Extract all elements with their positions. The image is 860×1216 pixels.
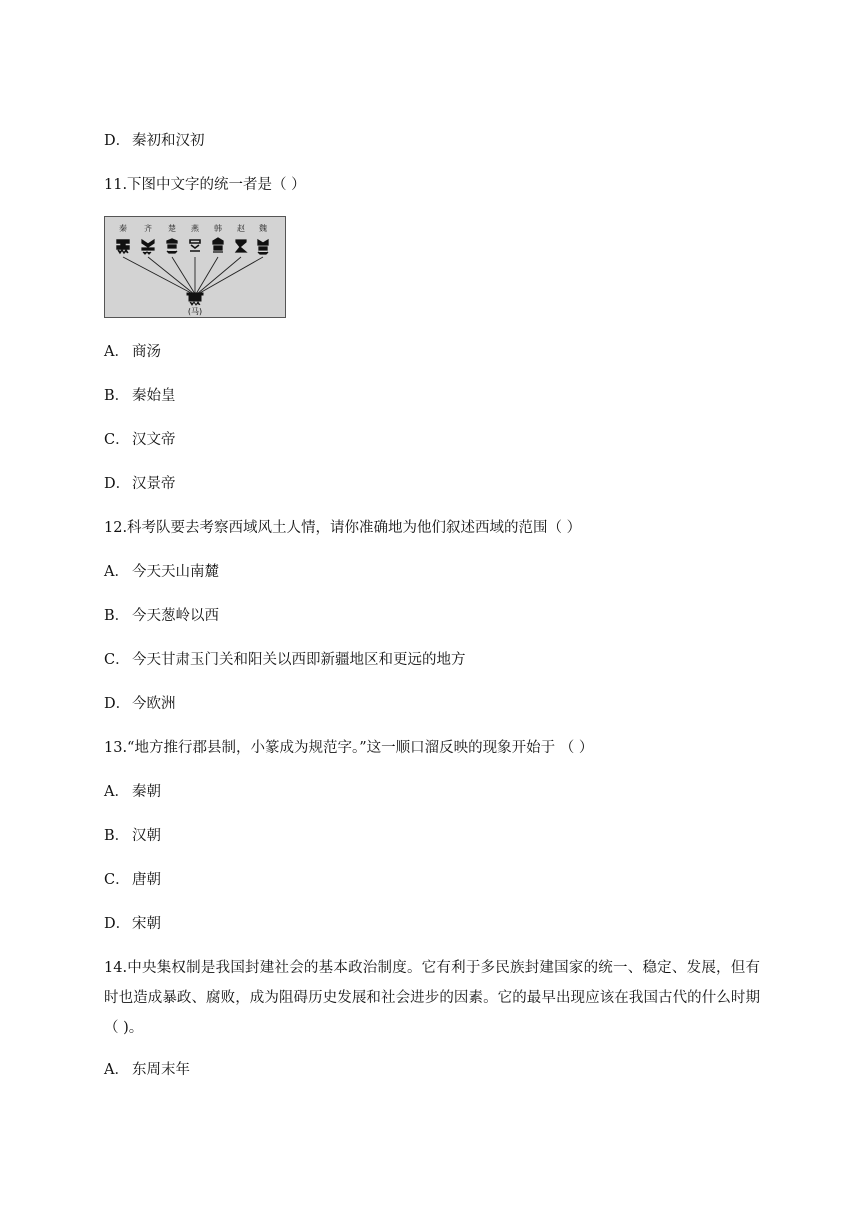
- option-c: C． 唐朝: [104, 872, 161, 888]
- unified-label: (马): [187, 307, 203, 316]
- option-d: D． 今欧洲: [104, 696, 176, 712]
- option-a: A． 秦朝: [104, 784, 161, 800]
- option-d: D． 汉景帝: [104, 476, 176, 492]
- character-evolution-diagram: [105, 217, 285, 317]
- option-d: D． 宋朝: [104, 916, 161, 932]
- option-c: C． 汉文帝: [104, 432, 176, 448]
- option-b: B． 秦始皇: [104, 388, 176, 404]
- state-label: 秦: [119, 224, 127, 233]
- option-b: B． 汉朝: [104, 828, 161, 844]
- question-14: 14.中央集权制是我国封建社会的基本政治制度。它有利于多民族封建国家的统一、稳定、发展，但有时也造成暴政、腐败，成为阻碍历史发展和社会进步的因素。它的最早出现应该在我国古代的什么时期 （ )。: [104, 960, 760, 1036]
- question-13: 13.“地方推行郡县制，小篆成为规范字。”这一顺口溜反映的现象开始于 （ ）: [104, 740, 594, 756]
- option-a: A． 商汤: [104, 344, 161, 360]
- question-11: 11.下图中文字的统一者是（ ）: [104, 177, 306, 193]
- small-seal-horse-glyph: [187, 293, 203, 305]
- state-label: 韩: [214, 224, 222, 233]
- option-d: D． 秦初和汉初: [104, 133, 205, 149]
- option-a: A． 今天天山南麓: [104, 564, 219, 580]
- state-label: 赵: [237, 224, 245, 233]
- converging-lines: [123, 257, 263, 294]
- state-label: 燕: [191, 224, 199, 233]
- horse-character-figure: [104, 216, 286, 318]
- state-label: 齐: [144, 224, 152, 233]
- state-label: 楚: [168, 224, 176, 233]
- question-12: 12.科考队要去考察西域风土人情，请你准确地为他们叙述西域的范围（ ）: [104, 520, 582, 536]
- state-label: 魏: [259, 224, 267, 233]
- option-a: A． 东周末年: [104, 1062, 190, 1078]
- ancient-glyphs: [117, 238, 268, 254]
- option-b: B． 今天葱岭以西: [104, 608, 219, 624]
- option-c: C． 今天甘肃玉门关和阳关以西即新疆地区和更远的地方: [104, 652, 466, 668]
